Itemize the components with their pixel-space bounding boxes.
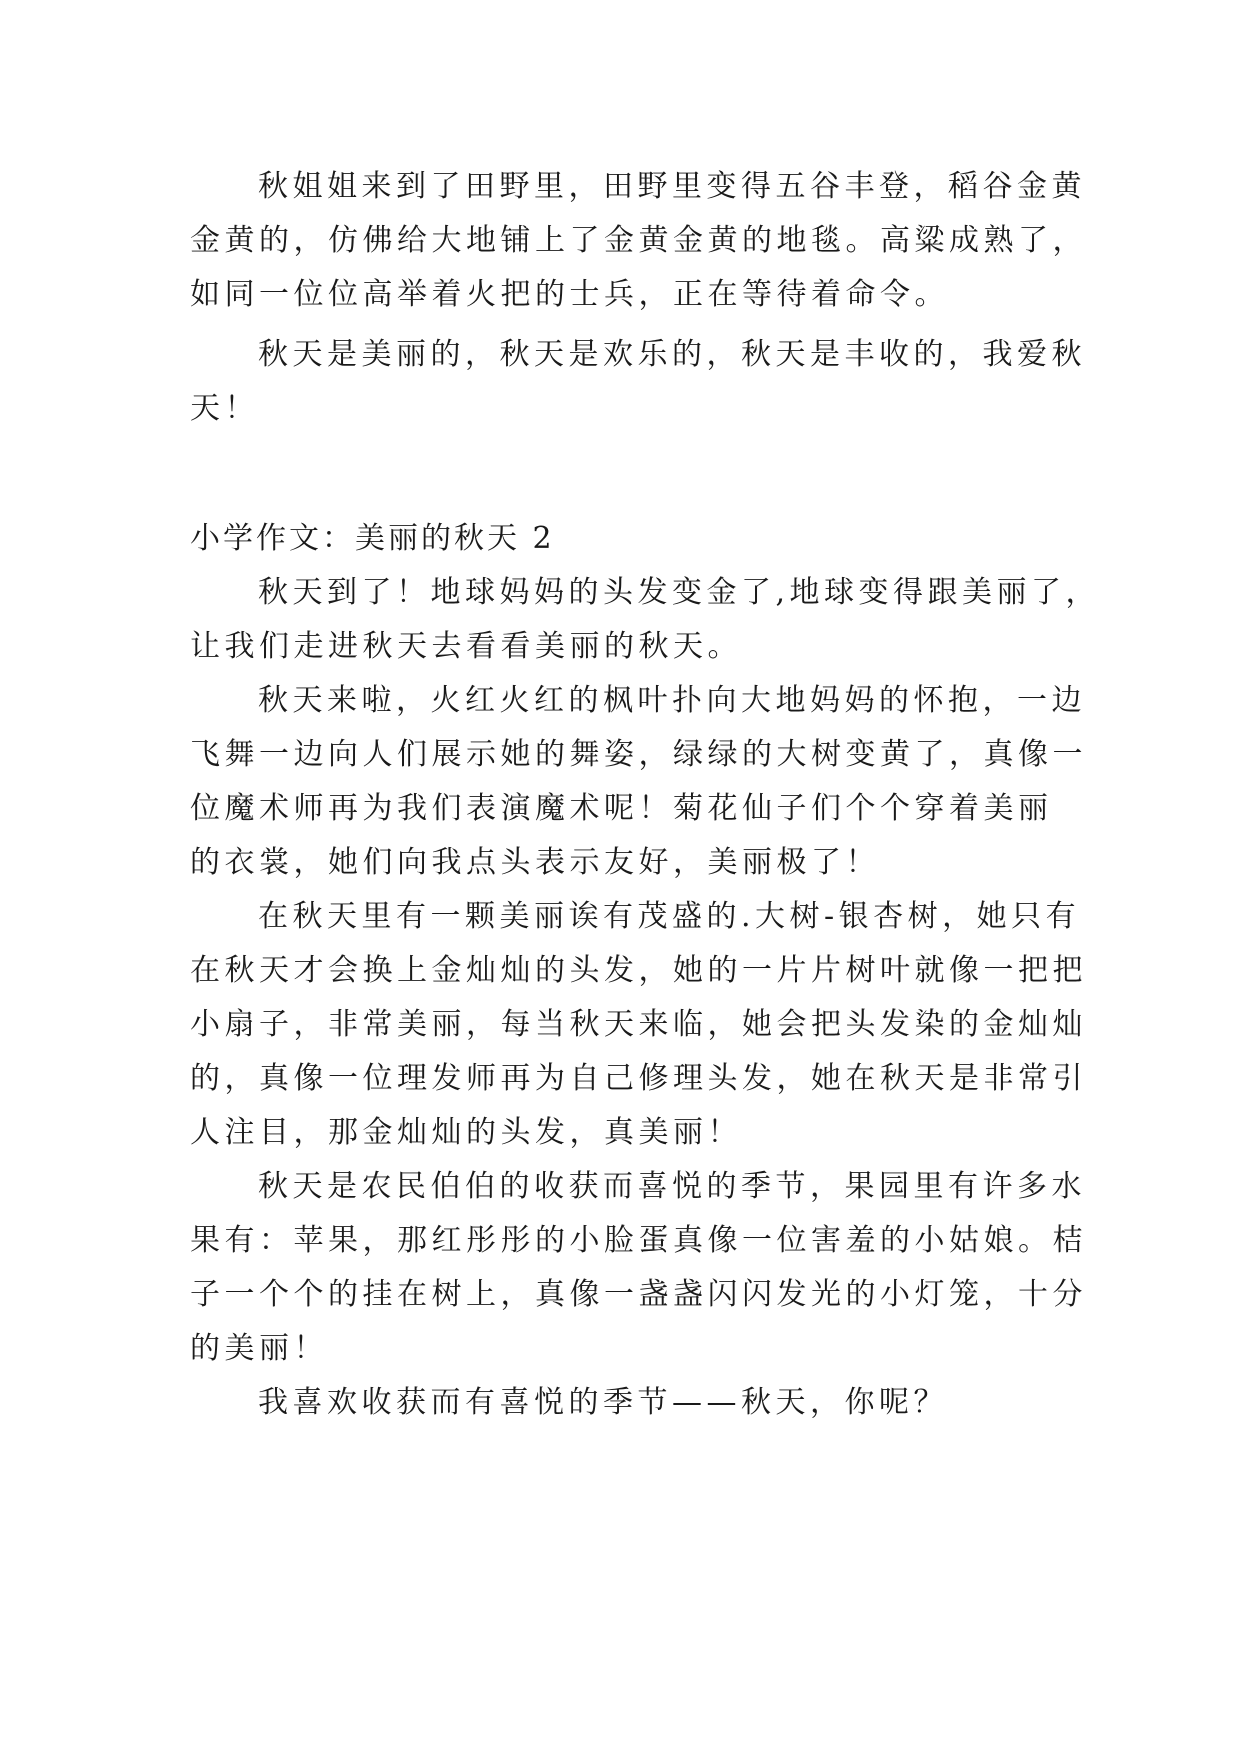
text-line: 秋天来啦，火红火红的枫叶扑向大地妈妈的怀抱，一边	[258, 683, 1086, 718]
text-line: 天！	[190, 391, 259, 426]
text-line: 金黄的，仿佛给大地铺上了金黄金黄的地毯。高粱成熟了，	[190, 223, 1087, 258]
text-line: 小扇子，非常美丽，每当秋天来临，她会把头发染的金灿灿	[190, 1007, 1087, 1042]
text-line: 让我们走进秋天去看看美丽的秋天。	[190, 629, 742, 664]
text-line: 的美丽！	[190, 1331, 328, 1366]
text-line: 子一个个的挂在树上，真像一盏盏闪闪发光的小灯笼，十分	[190, 1277, 1087, 1312]
text-line: 的，真像一位理发师再为自己修理头发，她在秋天是非常引	[190, 1061, 1087, 1096]
text-line: 飞舞一边向人们展示她的舞姿，绿绿的大树变黄了，真像一	[190, 737, 1087, 772]
text-line: 秋天是农民伯伯的收获而喜悦的季节，果园里有许多水	[258, 1169, 1086, 1204]
text-line: 在秋天里有一颗美丽诶有茂盛的.大树-银杏树，她只有	[258, 899, 1081, 934]
essay-body	[190, 566, 1101, 1430]
text-line: 秋天到了！地球妈妈的头发变金了,地球变得跟美丽了，	[258, 575, 1101, 610]
text-line: 秋姐姐来到了田野里，田野里变得五谷丰登，稻谷金黄	[258, 169, 1086, 204]
text-line: 人注目，那金灿灿的头发，真美丽！	[190, 1115, 742, 1150]
text-line: 如同一位位高举着火把的士兵，正在等待着命令。	[190, 277, 949, 312]
paragraph-love-autumn	[190, 328, 1086, 436]
text-line: 位魔术师再为我们表演魔术呢！菊花仙子们个个穿着美丽	[190, 791, 1053, 826]
text-line: 我喜欢收获而有喜悦的季节——秋天，你呢？	[258, 1385, 948, 1420]
paragraph-harvest-fields	[190, 160, 1087, 322]
text-line: 果有：苹果，那红彤彤的小脸蛋真像一位害羞的小姑娘。桔	[190, 1223, 1087, 1258]
text-line: 在秋天才会换上金灿灿的头发，她的一片片树叶就像一把把	[190, 953, 1087, 988]
essay-heading: 小学作文：美丽的秋天 2	[190, 521, 555, 556]
text-line: 秋天是美丽的，秋天是欢乐的，秋天是丰收的，我爱秋	[258, 337, 1086, 372]
text-line: 的衣裳，她们向我点头表示友好，美丽极了！	[190, 845, 880, 880]
